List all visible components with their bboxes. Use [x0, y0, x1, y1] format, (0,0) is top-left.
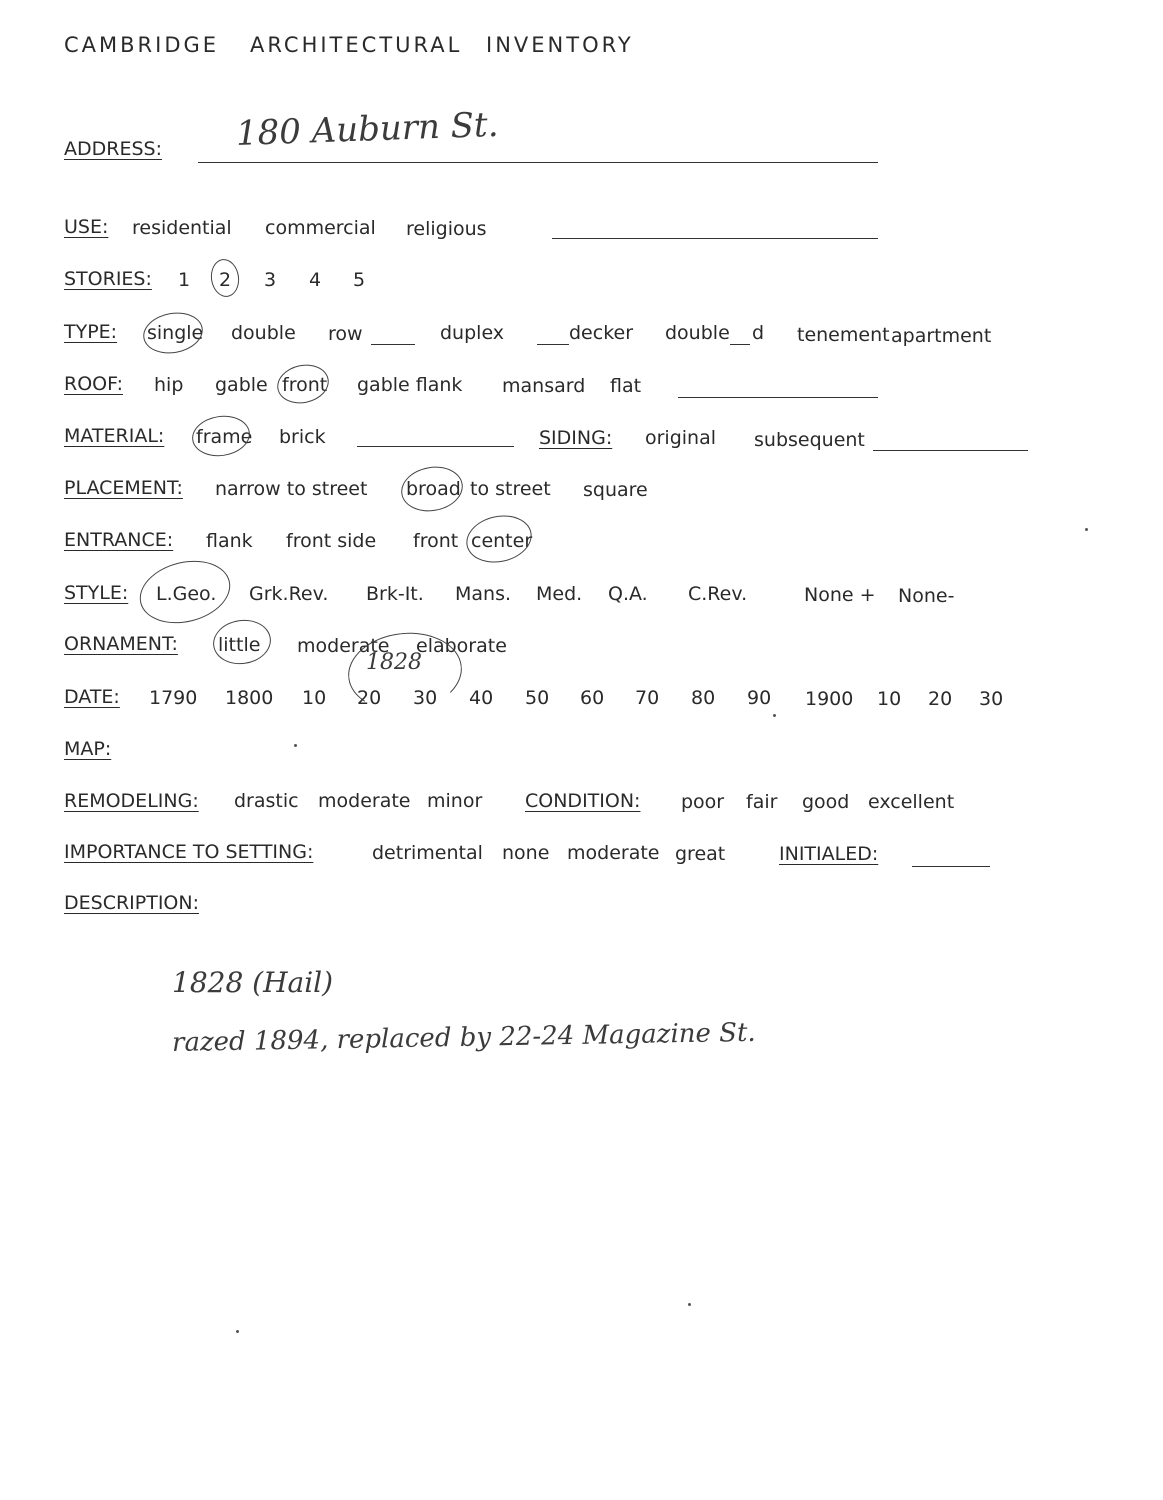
type-double-d-line[interactable] [730, 344, 750, 345]
style-option-none-minus[interactable]: None- [898, 585, 955, 607]
material-option-brick[interactable]: brick [279, 426, 326, 448]
material-label: MATERIAL: [64, 425, 165, 447]
siding-option-subsequent[interactable]: subsequent [754, 429, 865, 451]
stories-label: STORIES: [64, 268, 152, 290]
material-other-line[interactable] [357, 446, 514, 447]
stories-option-1[interactable]: 1 [178, 269, 191, 291]
ornament-selected-circle [210, 616, 274, 668]
style-option-grk-rev[interactable]: Grk.Rev. [249, 583, 329, 605]
date-option-1800[interactable]: 1800 [225, 687, 274, 709]
date-option-1830[interactable]: 30 [413, 687, 438, 709]
stories-option-4[interactable]: 4 [309, 269, 322, 291]
placement-option-to-street[interactable]: to street [470, 478, 551, 500]
date-option-1870[interactable]: 70 [635, 687, 660, 709]
placement-option-narrow[interactable]: narrow to street [215, 478, 368, 500]
date-label: DATE: [64, 686, 120, 708]
description-label: DESCRIPTION: [64, 892, 200, 914]
type-option-decker[interactable]: decker [569, 322, 634, 344]
style-option-c-rev[interactable]: C.Rev. [688, 583, 748, 605]
roof-option-mansard[interactable]: mansard [502, 375, 586, 397]
ornament-option-elaborate[interactable]: elaborate [416, 635, 507, 657]
remodeling-option-moderate[interactable]: moderate [318, 790, 411, 812]
date-option-1920[interactable]: 20 [928, 688, 953, 710]
importance-option-moderate[interactable]: moderate [567, 842, 660, 864]
importance-option-great[interactable]: great [675, 843, 726, 865]
header-title-inventory: INVENTORY [486, 33, 634, 57]
use-other-line[interactable] [552, 238, 878, 239]
condition-option-poor[interactable]: poor [681, 791, 725, 813]
material-selected-circle [189, 412, 252, 460]
type-option-tenement[interactable]: tenement [797, 324, 890, 346]
roof-option-flat[interactable]: flat [610, 375, 642, 397]
header-title-architectural: ARCHITECTURAL [250, 33, 463, 57]
address-line [198, 162, 878, 163]
entrance-selected-circle [462, 510, 536, 569]
scan-speck [773, 714, 776, 717]
material-option-frame[interactable]: frame [196, 426, 253, 448]
date-option-1900[interactable]: 1900 [805, 688, 854, 710]
stories-selected-circle [208, 257, 241, 299]
roof-selected-circle [274, 360, 333, 408]
type-row-line[interactable] [371, 344, 415, 345]
entrance-option-front-side[interactable]: front side [286, 530, 377, 552]
type-selected-circle [140, 308, 206, 358]
condition-option-good[interactable]: good [802, 791, 850, 813]
date-option-1850[interactable]: 50 [525, 687, 550, 709]
remodeling-label: REMODELING: [64, 790, 199, 812]
type-option-double[interactable]: double [231, 322, 296, 344]
date-option-1880[interactable]: 80 [691, 687, 716, 709]
entrance-label: ENTRANCE: [64, 529, 174, 551]
ornament-option-little[interactable]: little [218, 634, 261, 656]
scan-speck [236, 1330, 239, 1333]
type-option-apartment[interactable]: apartment [891, 325, 992, 347]
type-label: TYPE: [64, 321, 118, 343]
entrance-option-front[interactable]: front [413, 530, 459, 552]
use-option-religious[interactable]: religious [406, 218, 487, 240]
placement-option-square[interactable]: square [583, 479, 648, 501]
importance-option-none[interactable]: none [502, 842, 550, 864]
date-option-1910[interactable]: 10 [877, 688, 902, 710]
siding-other-line[interactable] [873, 450, 1028, 451]
date-option-1840[interactable]: 40 [469, 687, 494, 709]
entrance-option-center[interactable]: center [471, 530, 533, 552]
roof-option-gable[interactable]: gable [215, 374, 268, 396]
style-option-none-plus[interactable]: None + [804, 584, 876, 606]
style-selected-circle [133, 552, 237, 632]
date-option-1860[interactable]: 60 [580, 687, 605, 709]
remodeling-option-drastic[interactable]: drastic [234, 790, 299, 812]
importance-option-detrimental[interactable]: detrimental [372, 842, 483, 864]
condition-label: CONDITION: [525, 790, 641, 812]
siding-label: SIDING: [539, 427, 613, 449]
use-option-commercial[interactable]: commercial [265, 217, 376, 239]
type-option-double-decker[interactable]: double [665, 322, 730, 344]
style-option-med[interactable]: Med. [536, 583, 583, 605]
initialed-line[interactable] [912, 866, 990, 867]
description-line-1: 1828 (Hail) [172, 966, 334, 999]
type-option-d[interactable]: d [752, 322, 765, 344]
use-option-residential[interactable]: residential [132, 217, 232, 239]
date-option-1890[interactable]: 90 [747, 687, 772, 709]
stories-option-2[interactable]: 2 [219, 269, 232, 291]
stories-option-3[interactable]: 3 [264, 269, 277, 291]
address-value[interactable]: 180 Auburn St. [235, 104, 500, 154]
date-handwritten: 1828 [366, 650, 422, 675]
placement-label: PLACEMENT: [64, 477, 183, 499]
style-label: STYLE: [64, 582, 129, 604]
scan-speck [1085, 528, 1088, 531]
map-label: MAP: [64, 738, 112, 760]
roof-option-hip[interactable]: hip [154, 374, 184, 396]
header-org: CAMBRIDGE [64, 33, 220, 57]
stories-option-5[interactable]: 5 [353, 269, 366, 291]
roof-label: ROOF: [64, 373, 123, 395]
roof-option-gable-flank[interactable]: gable flank [357, 374, 463, 396]
placement-option-broad[interactable]: broad [406, 478, 461, 500]
style-option-mans[interactable]: Mans. [455, 583, 512, 605]
roof-option-front[interactable]: front [282, 374, 328, 396]
use-label: USE: [64, 216, 109, 238]
type-option-row[interactable]: row [328, 323, 363, 345]
type-decker-line[interactable] [537, 344, 569, 345]
date-option-1810[interactable]: 10 [302, 687, 327, 709]
description-line-2: razed 1894, replaced by 22-24 Magazine St. [171, 1017, 756, 1058]
ornament-option-moderate[interactable]: moderate [297, 635, 390, 657]
type-option-duplex[interactable]: duplex [440, 322, 505, 344]
ornament-label: ORNAMENT: [64, 633, 178, 655]
condition-option-fair[interactable]: fair [746, 791, 778, 813]
condition-option-excellent[interactable]: excellent [868, 791, 955, 813]
roof-other-line[interactable] [678, 397, 878, 398]
style-option-brk-it[interactable]: Brk-It. [366, 583, 424, 605]
address-label: ADDRESS: [64, 138, 162, 160]
remodeling-option-minor[interactable]: minor [427, 790, 483, 812]
scan-speck [688, 1303, 691, 1306]
date-option-1930[interactable]: 30 [979, 688, 1004, 710]
entrance-option-flank[interactable]: flank [206, 530, 253, 552]
date-option-1820[interactable]: 20 [357, 687, 382, 709]
type-option-single[interactable]: single [147, 322, 204, 344]
style-option-l-geo[interactable]: L.Geo. [156, 583, 217, 605]
initialed-label: INITIALED: [779, 843, 879, 865]
importance-label: IMPORTANCE TO SETTING: [64, 841, 314, 863]
siding-option-original[interactable]: original [645, 427, 717, 449]
style-option-qa[interactable]: Q.A. [608, 583, 648, 605]
date-option-1790[interactable]: 1790 [149, 687, 198, 709]
placement-selected-circle [398, 462, 467, 516]
scan-speck [294, 744, 297, 747]
